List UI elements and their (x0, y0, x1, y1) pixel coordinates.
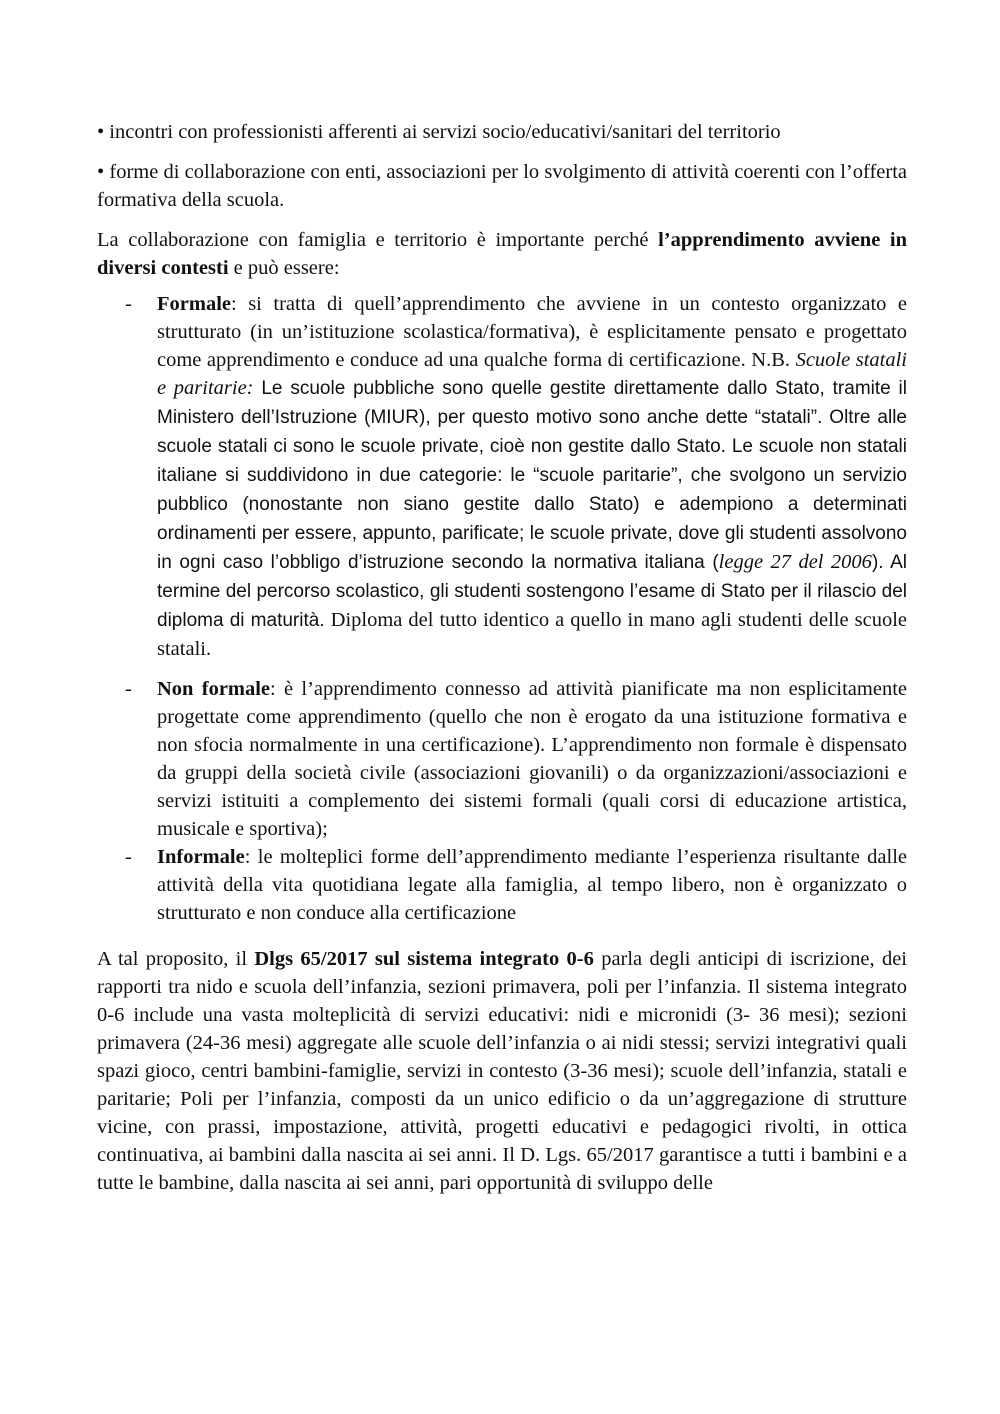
intro-text: La collaborazione con famiglia e territorio è importante perché (97, 229, 659, 251)
list-item-non-formale (97, 675, 907, 843)
dash-marker: - (125, 846, 132, 868)
non-formale-description: : è l’apprendimento connesso ad attività pianificate ma non esplicitamente progettate come apprendimento (quello che non è erogato da una istituzione formativa e non sfocia normalmente in una certificazione). L’apprendimento non formale è dispensato da gruppi della società civile (associazioni giovanili) o da organizzazioni/associazioni e servizi istituiti a complemento dei sistemi formali (quali corsi di educazione artistica, musicale e sportiva); (157, 678, 907, 840)
final-bold-text: Dlgs 65/2017 sul sistema integrato 0-6 (254, 948, 594, 970)
list-item-informale (97, 843, 907, 927)
learning-types-list (97, 290, 907, 927)
bullet-paragraph-collaboration: • forme di collaborazione con enti, associazioni per lo svolgimento di attività coerenti con l’offerta formativa della scuola. (97, 161, 907, 211)
page-content (97, 118, 907, 1197)
dash-marker: - (125, 293, 132, 315)
informale-description: : le molteplici forme dell’apprendimento mediante l’esperienza risultante dalle attività della vita quotidiana legate alla famiglia, al tempo libero, non è organizzato o strutturato e non conduce alla certificazione (157, 846, 907, 924)
term-non-formale: Non formale (157, 678, 271, 700)
final-text-body: parla degli anticipi di iscrizione, dei rapporti tra nido e scuola dell’infanzia, sezioni primavera, poli per l’infanzia. Il sistema integrato 0-6 include una vasta molteplicità di servizi educativi: nidi e micronidi (3- 36 mesi); sezioni primavera (24-36 mesi) aggregate alle scuole dell’infanzia o ai nidi stessi; servizi integrativi quali spazi gioco, centri bambini-famiglie, servizi in contesto (3-36 mesi); scuole dell’infanzia, statali e paritarie; Poli per l’infanzia, composti da un unico edificio o da un’aggregazione di strutture vicine, con prassi, impostazione, attività, progetti educativi e pedagogici rivolti, in ottica continuativa, ai bambini dalla nascita ai sei anni. Il D. Lgs. 65/2017 garantisce a tutti i bambini e a tutte le bambine, dalla nascita ai sei anni, pari opportunità di sviluppo delle (97, 948, 907, 1194)
list-item-formale (97, 290, 907, 663)
note-text-end: Diploma del tutto identico a quello in mano agli studenti delle scuole statali. (157, 609, 908, 660)
formale-description: : si tratta di quell’apprendimento che avviene in un contesto organizzato e strutturato (in un’istituzione scolastica/formativa), è esplicitamente pensato e progettato come apprendimento e conduce ad una qualche forma di certificazione. N.B. (157, 293, 907, 371)
bullet-paragraph-professionals: • incontri con professionisti afferenti ai servizi socio/educativi/sanitari del territorio (97, 121, 781, 143)
dash-marker: - (125, 678, 132, 700)
term-informale: Informale (157, 846, 245, 868)
intro-paragraph (97, 226, 907, 282)
note-heading: Scuole statali e paritarie: (157, 349, 907, 399)
intro-bold-text: l’apprendimento avviene in diversi contesti (97, 229, 907, 279)
final-paragraph (97, 945, 907, 1197)
term-formale: Formale (157, 293, 231, 315)
note-text-continued: ). Al termine del percorso scolastico, gli studenti sostengono l’esame di Stato per il rilascio del diploma di maturità. (157, 552, 907, 631)
intro-text-end: e può essere: (228, 257, 340, 279)
law-reference: legge 27 del 2006 (718, 551, 872, 573)
final-text: A tal proposito, il (97, 948, 255, 970)
note-text: Le scuole pubbliche sono quelle gestite direttamente dallo Stato, tramite il Ministero dell’Istruzione (MIUR), per questo motivo sono anche dette “statali”. Oltre alle scuole statali ci sono le scuole private, cioè non gestite dallo Stato. Le scuole non statali italiane si suddividono in due categorie: le “scuole paritarie”, che svolgono un servizio pubblico (nonostante non siano gestite dallo Stato) e adempiono a determinati ordinamenti per essere, appunto, parificate; le scuole private, dove gli studenti assolvono in ogni caso l’obbligo d’istruzione secondo la normativa italiana ( (157, 378, 907, 573)
